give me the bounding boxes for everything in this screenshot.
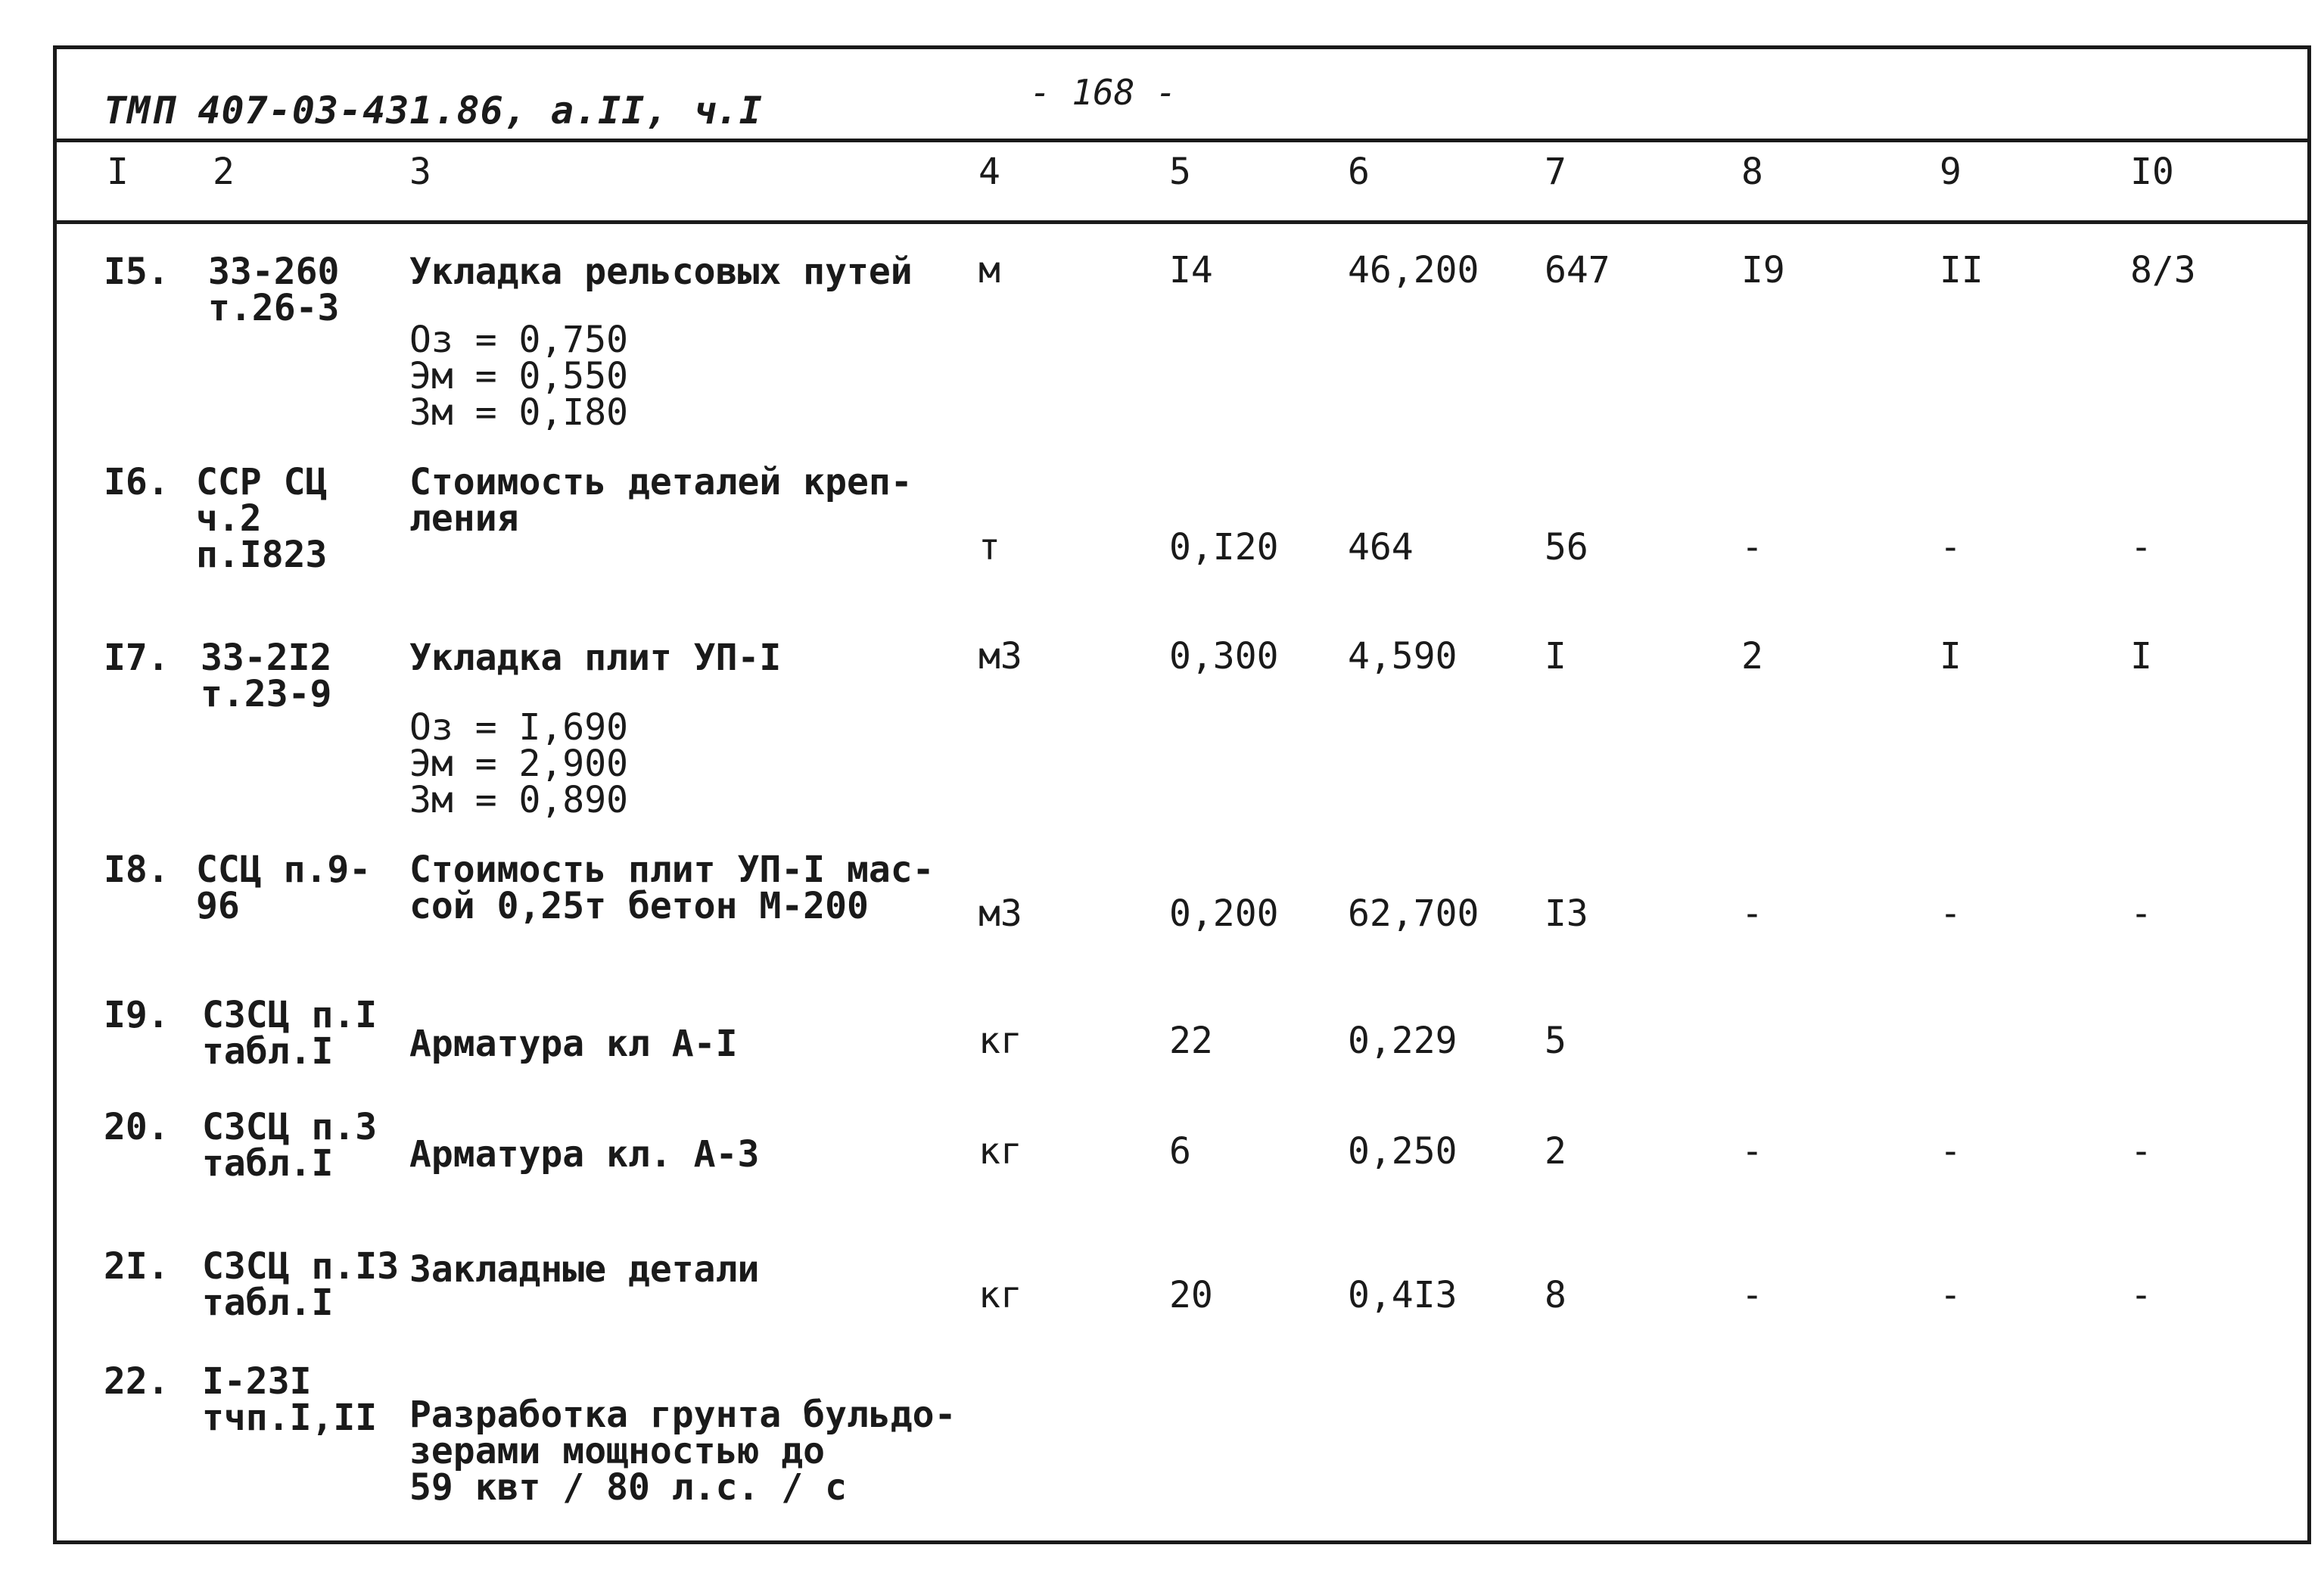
- price-code-line: СЗСЦ п.I: [202, 994, 378, 1036]
- col10-value: -: [2130, 526, 2152, 568]
- work-name-line: 59 квт / 80 л.с. / с: [409, 1466, 847, 1509]
- work-name: [409, 251, 913, 293]
- column-header-4: 4: [978, 151, 1000, 193]
- col6-value: 4,590: [1348, 635, 1458, 677]
- work-name-line: зерами мощностью до: [409, 1430, 826, 1472]
- col5-value: 0,I20: [1169, 526, 1279, 568]
- price-code-line: ССЦ п.9-: [196, 849, 372, 891]
- col8-value: I9: [1741, 249, 1785, 291]
- col8-value: 2: [1741, 635, 1763, 677]
- unit-value: кг: [978, 1130, 1022, 1173]
- price-code-line: I-23I: [202, 1360, 312, 1403]
- row-number: I6.: [104, 461, 170, 503]
- col9-value: I: [1940, 635, 1962, 677]
- col9-value: -: [1940, 892, 1962, 935]
- work-name: [409, 637, 782, 679]
- price-code-line: табл.I: [202, 1282, 334, 1324]
- work-name: [409, 1394, 957, 1509]
- unit-value: кг: [978, 1274, 1022, 1316]
- col5-value: 0,200: [1169, 892, 1279, 935]
- col7-value: 56: [1545, 526, 1588, 568]
- price-code-line: СЗСЦ п.I3: [202, 1245, 400, 1288]
- column-header-9: 9: [1940, 151, 1962, 193]
- unit-value: м3: [978, 892, 1022, 935]
- col8-value: -: [1741, 526, 1763, 568]
- col9-value: -: [1940, 1274, 1962, 1316]
- col6-value: 464: [1348, 526, 1414, 568]
- coefficient-notes-line: Эм = 2,900: [409, 743, 628, 785]
- column-header-3: 3: [409, 151, 431, 193]
- column-header-6: 6: [1348, 151, 1370, 193]
- price-code-line: 33-260: [208, 251, 340, 293]
- coefficient-notes-line: Оз = 0,750: [409, 319, 628, 361]
- price-code-line: СЗСЦ п.3: [202, 1106, 378, 1148]
- col6-value: 62,700: [1348, 892, 1479, 935]
- column-header-7: 7: [1545, 151, 1566, 193]
- work-name: [409, 1023, 738, 1065]
- price-code: [202, 994, 378, 1073]
- col7-value: 8: [1545, 1274, 1566, 1316]
- col9-value: -: [1940, 526, 1962, 568]
- coefficient-notes-line: Зм = 0,I80: [409, 391, 628, 434]
- price-code: [208, 251, 340, 329]
- work-name-line: сой 0,25т бетон М-200: [409, 885, 869, 927]
- row-number: 20.: [104, 1106, 170, 1148]
- page-number: - 168 -: [1030, 72, 1177, 113]
- col8-value: -: [1741, 892, 1763, 935]
- col7-value: I3: [1545, 892, 1588, 935]
- col9-value: II: [1940, 249, 1983, 291]
- coefficient-notes-line: Оз = I,690: [409, 706, 628, 749]
- work-name: [409, 1133, 760, 1176]
- header-top-rule: [57, 139, 2307, 142]
- price-code-line: табл.I: [202, 1142, 334, 1185]
- column-header-10: I0: [2130, 151, 2174, 193]
- col6-value: 46,200: [1348, 249, 1479, 291]
- col5-value: 22: [1169, 1020, 1213, 1062]
- price-code-line: ч.2: [196, 497, 262, 540]
- col5-value: 20: [1169, 1274, 1213, 1316]
- col7-value: I: [1545, 635, 1566, 677]
- price-code-line: ССР СЦ: [196, 461, 328, 503]
- col7-value: 5: [1545, 1020, 1566, 1062]
- col6-value: 0,229: [1348, 1020, 1458, 1062]
- col6-value: 0,4I3: [1348, 1274, 1458, 1316]
- row-number: I9.: [104, 994, 170, 1036]
- col8-value: -: [1741, 1130, 1763, 1173]
- work-name-line: Арматура кл. А-3: [409, 1133, 760, 1176]
- price-code: [202, 1360, 378, 1439]
- price-code: [196, 849, 372, 927]
- work-name-line: ления: [409, 497, 519, 540]
- price-code-line: табл.I: [202, 1030, 334, 1073]
- price-code-line: т.23-9: [201, 673, 332, 715]
- col10-value: -: [2130, 1274, 2152, 1316]
- work-name: [409, 1248, 760, 1291]
- work-name-line: Стоимость деталей креп-: [409, 461, 913, 503]
- unit-value: т: [978, 526, 1000, 568]
- price-code-line: п.I823: [196, 534, 328, 576]
- unit-value: м: [978, 249, 1000, 291]
- unit-value: кг: [978, 1020, 1022, 1062]
- price-code-line: 33-2I2: [201, 637, 332, 679]
- col5-value: I4: [1169, 249, 1213, 291]
- unit-value: м3: [978, 635, 1022, 677]
- coefficient-notes: [409, 319, 628, 434]
- header-bottom-rule: [57, 220, 2307, 224]
- price-code-line: т.26-3: [208, 287, 340, 329]
- price-code-line: тчп.I,II: [202, 1397, 378, 1439]
- col6-value: 0,250: [1348, 1130, 1458, 1173]
- coefficient-notes-line: Эм = 0,550: [409, 355, 628, 397]
- column-header-2: 2: [213, 151, 235, 193]
- work-name: [409, 461, 913, 540]
- column-header-8: 8: [1741, 151, 1763, 193]
- col9-value: -: [1940, 1130, 1962, 1173]
- work-name-line: Закладные детали: [409, 1248, 760, 1291]
- col7-value: 647: [1545, 249, 1610, 291]
- col7-value: 2: [1545, 1130, 1566, 1173]
- row-number: I7.: [104, 637, 170, 679]
- price-code: [201, 637, 332, 715]
- col10-value: -: [2130, 1130, 2152, 1173]
- price-code: [202, 1106, 378, 1185]
- row-number: I5.: [104, 251, 170, 293]
- work-name-line: Арматура кл А-I: [409, 1023, 738, 1065]
- price-code: [202, 1245, 400, 1324]
- work-name-line: Стоимость плит УП-I мас-: [409, 849, 935, 891]
- work-name-line: Укладка плит УП-I: [409, 637, 782, 679]
- col10-value: 8/3: [2130, 249, 2196, 291]
- col5-value: 0,300: [1169, 635, 1279, 677]
- col5-value: 6: [1169, 1130, 1191, 1173]
- work-name-line: Укладка рельсовых путей: [409, 251, 913, 293]
- column-header-1: I: [107, 151, 129, 193]
- coefficient-notes-line: Зм = 0,890: [409, 779, 628, 821]
- row-number: 2I.: [104, 1245, 170, 1288]
- coefficient-notes: [409, 706, 628, 821]
- column-header-5: 5: [1169, 151, 1191, 193]
- col8-value: -: [1741, 1274, 1763, 1316]
- col10-value: I: [2130, 635, 2152, 677]
- work-name: [409, 849, 935, 927]
- col10-value: -: [2130, 892, 2152, 935]
- document-sheet: [53, 45, 2311, 1544]
- price-code: [196, 461, 328, 576]
- price-code-line: 96: [196, 885, 240, 927]
- row-number: I8.: [104, 849, 170, 891]
- row-number: 22.: [104, 1360, 170, 1403]
- document-code: ТМП 407-03-431.86, a.II, ч.I: [104, 89, 763, 132]
- work-name-line: Разработка грунта бульдо-: [409, 1394, 957, 1436]
